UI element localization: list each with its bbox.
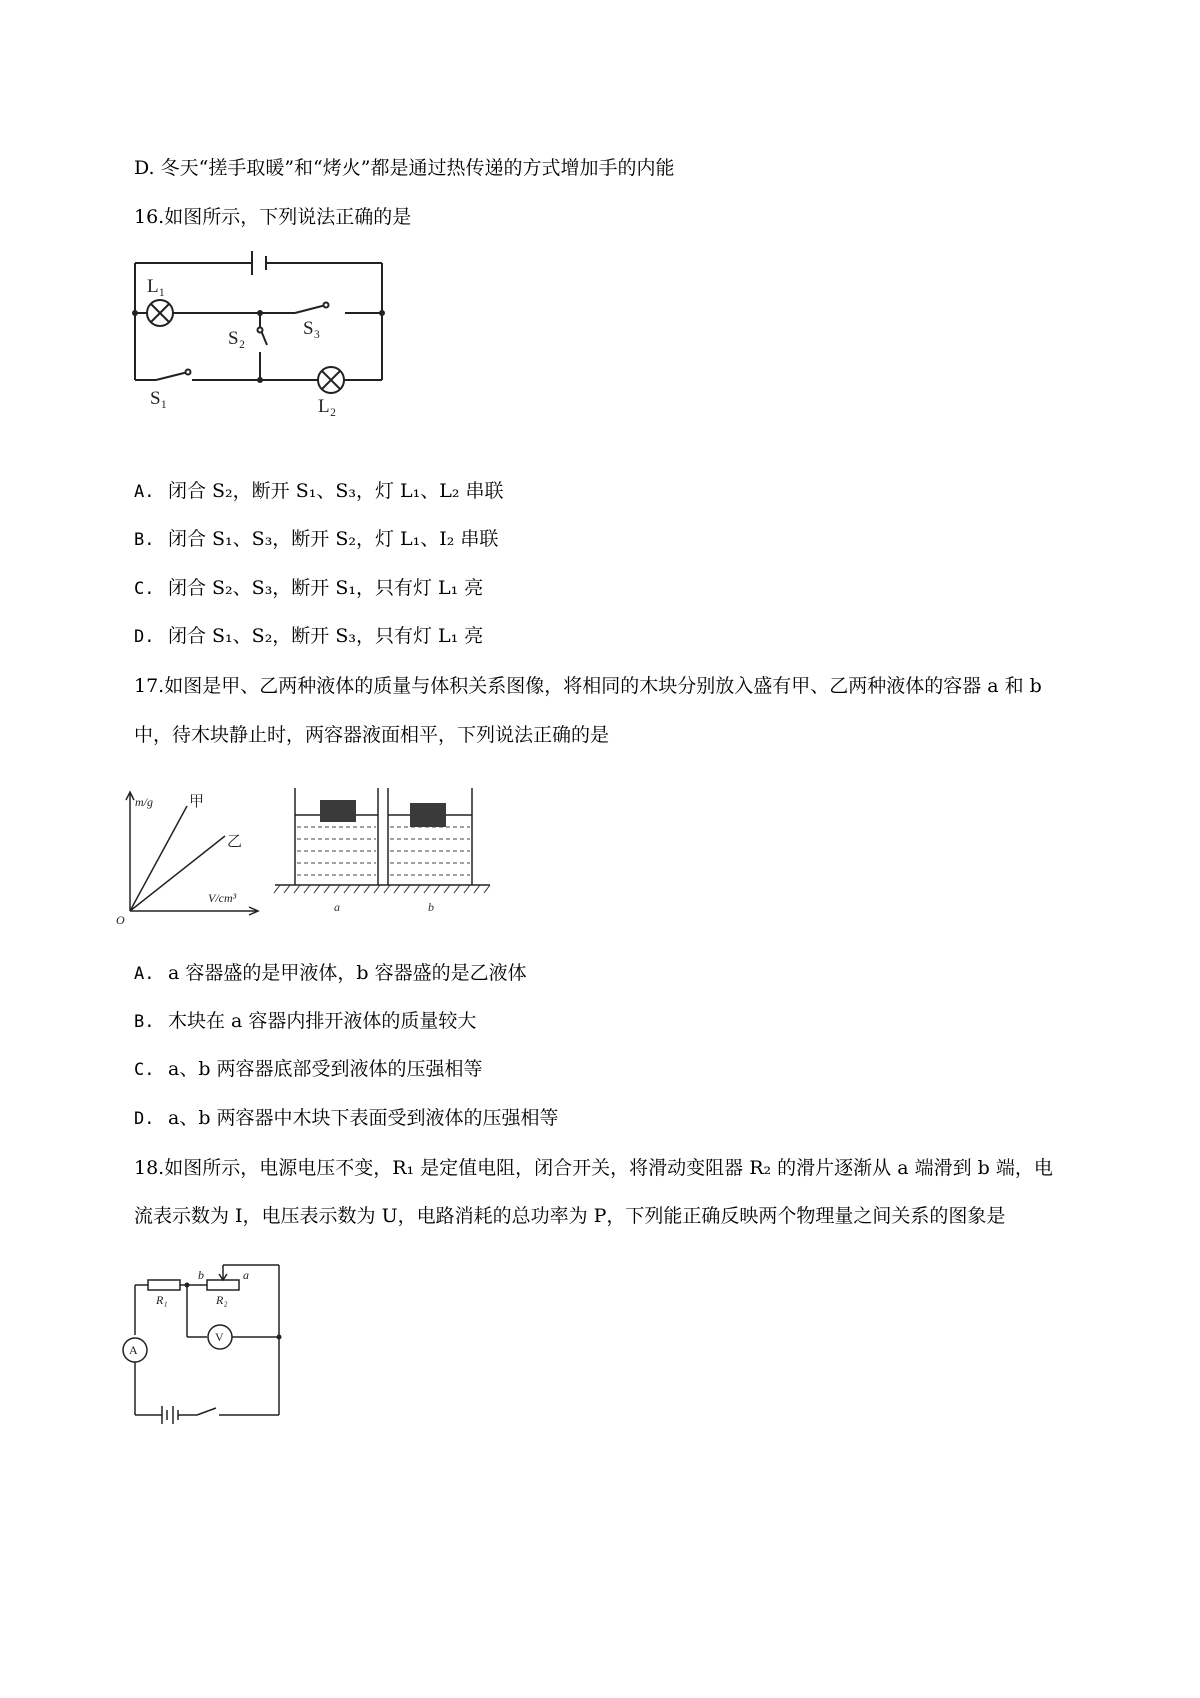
label-l2: L₂ [318,396,337,417]
container-a-label: a [334,900,340,914]
q16-option-c[interactable] [134,575,483,602]
option-letter: A. [134,964,155,984]
option-text: 闭合 S₂、S₃，断开 S₁，只有灯 L₁ 亮 [168,577,484,599]
option-text: 闭合 S₁、S₂，断开 S₃，只有灯 L₁ 亮 [168,625,484,647]
q16-circuit-diagram [120,248,400,448]
q16-option-b[interactable] [134,526,498,553]
q17-option-a[interactable] [134,960,527,987]
option-letter: A. [134,482,155,502]
y-axis-label: m/g [135,795,153,809]
yi-label: 乙 [227,834,243,850]
option-letter: C. [134,579,155,599]
q17-option-b[interactable] [134,1008,476,1035]
option-letter: D. [134,627,155,647]
option-letter: B. [134,1012,155,1032]
q18-title-line1: 18.如图所示，电源电压不变，R₁ 是定值电阻，闭合开关，将滑动变阻器 R₂ 的滑片逐渐从 a 端滑到 b 端，电 [134,1157,1053,1179]
q17-title-line2: 中，待木块静止时，两容器液面相平，下列说法正确的是 [134,724,610,746]
q16-title: 16.如图所示，下列说法正确的是 [134,206,412,228]
r1-label: R₁ [156,1293,168,1307]
q18-title-line2: 流表示数为 I，电压表示数为 U，电路消耗的总功率为 P，下列能正确反映两个物理量之间关系的图象是 [134,1205,1006,1227]
q17-option-c[interactable] [134,1056,483,1083]
container-b-label: b [428,900,434,914]
option-letter: C. [134,1060,155,1080]
option-text: a、b 两容器底部受到液体的压强相等 [168,1058,483,1080]
a-end-label: a [243,1268,249,1282]
b-end-label: b [198,1268,204,1282]
q17-option-d[interactable] [134,1105,559,1132]
jia-label: 甲 [189,794,205,810]
r2-label: R₂ [216,1293,228,1307]
label-s3: S₃ [303,318,321,339]
option-text: a 容器盛的是甲液体，b 容器盛的是乙液体 [168,962,527,984]
line-jia [130,806,187,911]
wood-block-a [320,800,356,822]
q17-title-line1: 17.如图是甲、乙两种液体的质量与体积关系图像，将相同的木块分别放入盛有甲、乙两种液体的容器 a 和 b [134,675,1042,697]
label-s1: S₁ [150,388,168,409]
label-l1: L₁ [147,276,166,297]
option-text: a、b 两容器中木块下表面受到液体的压强相等 [168,1107,559,1129]
option-letter: D. [134,1109,155,1129]
q16-option-a[interactable] [134,478,504,505]
option-text: 闭合 S₂，断开 S₁、S₃，灯 L₁、L₂ 串联 [168,480,504,502]
q17-mass-volume-graph [115,786,265,926]
origin-label: O [116,913,125,926]
wood-block-b [410,803,446,827]
q17-containers-diagram [270,785,492,925]
q16-option-d[interactable] [134,623,483,650]
q18-circuit-diagram [115,1255,295,1427]
label-s2: S₂ [228,328,246,349]
voltmeter-label: V [215,1330,224,1344]
prev-option-d: D. 冬天“搓手取暖”和“烤火”都是通过热传递的方式增加手的内能 [134,157,675,179]
option-letter: B. [134,530,155,550]
option-text: 闭合 S₁、S₃，断开 S₂，灯 L₁、I₂ 串联 [168,528,499,550]
option-text: 木块在 a 容器内排开液体的质量较大 [168,1010,477,1032]
x-axis-label: V/cm³ [208,891,237,905]
ammeter-label: A [129,1343,138,1357]
